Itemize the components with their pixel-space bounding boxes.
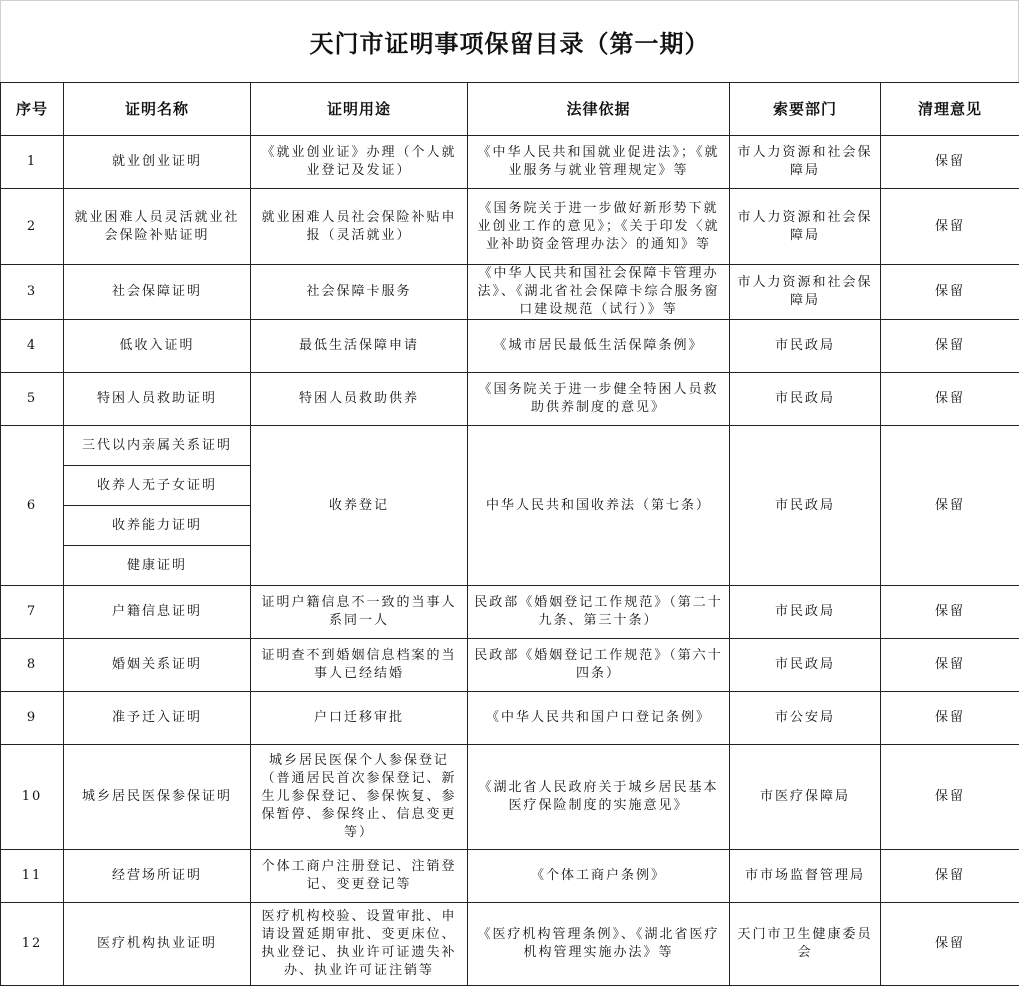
cell-opinion: 保留	[881, 745, 1019, 850]
cell-index: 7	[1, 586, 64, 639]
cell-cert-use: 证明查不到婚姻信息档案的当事人已经结婚	[251, 639, 468, 692]
table-row	[1, 903, 1019, 986]
cell-cert-use: 特困人员救助供养	[251, 373, 468, 426]
table-row	[1, 373, 1019, 426]
header-cert-name: 证明名称	[64, 83, 251, 136]
cell-cert-name: 收养能力证明	[64, 506, 251, 546]
cell-opinion: 保留	[881, 692, 1019, 745]
header-index: 序号	[1, 83, 64, 136]
cell-department: 市人力资源和社会保障局	[730, 189, 881, 265]
cell-opinion: 保留	[881, 426, 1019, 586]
cell-department: 市人力资源和社会保障局	[730, 265, 881, 320]
cell-cert-name: 医疗机构执业证明	[64, 903, 251, 986]
table-row	[1, 320, 1019, 373]
cell-index: 1	[1, 136, 64, 189]
cell-legal-basis: 《国务院关于进一步做好新形势下就业创业工作的意见》；《关于印发〈就业补助资金管理办法〉的通知》等	[468, 189, 730, 265]
cell-cert-use: 城乡居民医保个人参保登记（普通居民首次参保登记、新生儿参保登记、参保恢复、参保暂停、参保终止、信息变更等）	[251, 745, 468, 850]
cell-legal-basis: 《中华人民共和国社会保障卡管理办法》、《湖北省社会保障卡综合服务窗口建设规范（试行）》等	[468, 265, 730, 320]
cell-index: 5	[1, 373, 64, 426]
cell-legal-basis: 民政部《婚姻登记工作规范》（第六十四条）	[468, 639, 730, 692]
cell-legal-basis: 《城市居民最低生活保障条例》	[468, 320, 730, 373]
cell-cert-name: 健康证明	[64, 546, 251, 586]
cell-index: 12	[1, 903, 64, 986]
certificate-catalog-table	[0, 82, 1019, 986]
cell-legal-basis: 《中华人民共和国户口登记条例》	[468, 692, 730, 745]
cell-opinion: 保留	[881, 639, 1019, 692]
cell-cert-use: 证明户籍信息不一致的当事人系同一人	[251, 586, 468, 639]
cell-opinion: 保留	[881, 850, 1019, 903]
header-cert-use: 证明用途	[251, 83, 468, 136]
cell-department: 市民政局	[730, 373, 881, 426]
cell-department: 市人力资源和社会保障局	[730, 136, 881, 189]
table-row	[1, 692, 1019, 745]
cell-index: 11	[1, 850, 64, 903]
cell-cert-use: 社会保障卡服务	[251, 265, 468, 320]
cell-department: 市民政局	[730, 426, 881, 586]
cell-department: 市民政局	[730, 320, 881, 373]
header-legal-basis: 法律依据	[468, 83, 730, 136]
cell-cert-use: 户口迁移审批	[251, 692, 468, 745]
cell-cert-name: 准予迁入证明	[64, 692, 251, 745]
table-row	[1, 639, 1019, 692]
cell-opinion: 保留	[881, 903, 1019, 986]
cell-opinion: 保留	[881, 189, 1019, 265]
cell-index: 8	[1, 639, 64, 692]
cell-cert-use: 就业困难人员社会保险补贴申报（灵活就业）	[251, 189, 468, 265]
cell-cert-name: 三代以内亲属关系证明	[64, 426, 251, 466]
cell-index: 2	[1, 189, 64, 265]
cell-cert-use: 医疗机构校验、设置审批、申请设置延期审批、变更床位、执业登记、执业许可证遗失补办、执业许可证注销等	[251, 903, 468, 986]
cell-index: 9	[1, 692, 64, 745]
cell-index: 4	[1, 320, 64, 373]
cell-legal-basis: 中华人民共和国收养法（第七条）	[468, 426, 730, 586]
cell-index: 6	[1, 426, 64, 586]
cell-cert-name: 特困人员救助证明	[64, 373, 251, 426]
cell-legal-basis: 《医疗机构管理条例》、《湖北省医疗机构管理实施办法》等	[468, 903, 730, 986]
cell-cert-name: 收养人无子女证明	[64, 466, 251, 506]
table-row	[1, 136, 1019, 189]
cell-legal-basis: 《湖北省人民政府关于城乡居民基本医疗保险制度的实施意见》	[468, 745, 730, 850]
cell-cert-use: 个体工商户注册登记、注销登记、变更登记等	[251, 850, 468, 903]
cell-legal-basis: 民政部《婚姻登记工作规范》（第二十九条、第三十条）	[468, 586, 730, 639]
cell-opinion: 保留	[881, 586, 1019, 639]
cell-cert-use: 收养登记	[251, 426, 468, 586]
table-row	[1, 189, 1019, 265]
cell-department: 市民政局	[730, 586, 881, 639]
cell-cert-use: 《就业创业证》办理（个人就业登记及发证）	[251, 136, 468, 189]
table-row	[1, 850, 1019, 903]
cell-opinion: 保留	[881, 136, 1019, 189]
table-row	[1, 745, 1019, 850]
header-department: 索要部门	[730, 83, 881, 136]
cell-department: 市民政局	[730, 639, 881, 692]
cell-legal-basis: 《中华人民共和国就业促进法》；《就业服务与就业管理规定》等	[468, 136, 730, 189]
cell-index: 10	[1, 745, 64, 850]
table-row	[1, 265, 1019, 320]
cell-cert-name: 就业创业证明	[64, 136, 251, 189]
cell-cert-name: 社会保障证明	[64, 265, 251, 320]
cell-index: 3	[1, 265, 64, 320]
cell-legal-basis: 《个体工商户条例》	[468, 850, 730, 903]
table-row	[1, 426, 1019, 466]
document-title: 天门市证明事项保留目录（第一期）	[0, 0, 1019, 82]
header-opinion: 清理意见	[881, 83, 1019, 136]
cell-cert-name: 城乡居民医保参保证明	[64, 745, 251, 850]
cell-opinion: 保留	[881, 265, 1019, 320]
cell-legal-basis: 《国务院关于进一步健全特困人员救助供养制度的意见》	[468, 373, 730, 426]
cell-department: 市市场监督管理局	[730, 850, 881, 903]
cell-cert-name: 婚姻关系证明	[64, 639, 251, 692]
cell-cert-use: 最低生活保障申请	[251, 320, 468, 373]
cell-cert-name: 就业困难人员灵活就业社会保险补贴证明	[64, 189, 251, 265]
table-header-row	[1, 83, 1019, 136]
cell-cert-name: 低收入证明	[64, 320, 251, 373]
cell-cert-name: 经营场所证明	[64, 850, 251, 903]
table-row	[1, 586, 1019, 639]
cell-department: 市医疗保障局	[730, 745, 881, 850]
cell-opinion: 保留	[881, 320, 1019, 373]
cell-department: 天门市卫生健康委员会	[730, 903, 881, 986]
cell-department: 市公安局	[730, 692, 881, 745]
cell-cert-name: 户籍信息证明	[64, 586, 251, 639]
cell-opinion: 保留	[881, 373, 1019, 426]
